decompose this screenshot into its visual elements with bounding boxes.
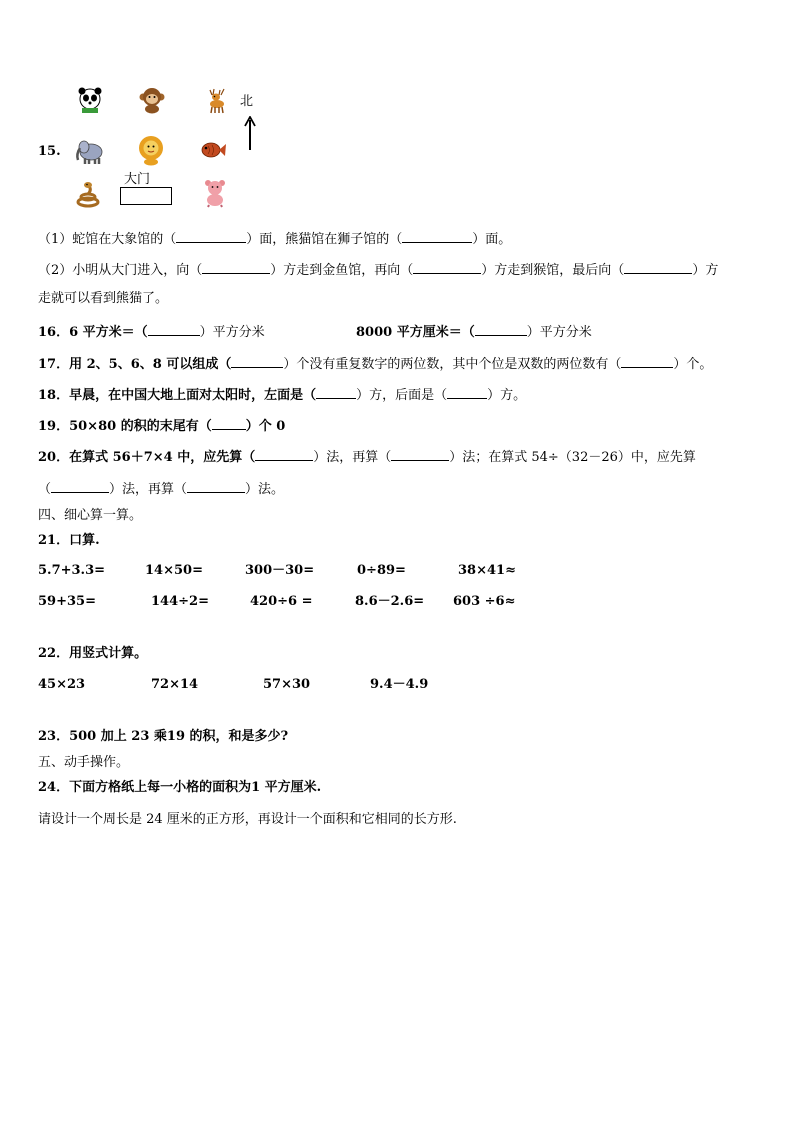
text: ）平方分米 xyxy=(526,325,592,340)
text: ）平方分米 xyxy=(199,325,265,340)
text: ）方 xyxy=(692,263,719,278)
answer-blank[interactable] xyxy=(176,230,246,243)
vertical-calc-item: 72×14 xyxy=(151,677,199,692)
oral-calc-item: 300－30= xyxy=(245,563,315,578)
vertical-calc-item: 9.4－4.9 xyxy=(370,677,429,692)
answer-blank[interactable] xyxy=(255,448,313,461)
section-heading: 四、细心算一算。 xyxy=(38,508,143,523)
text: ）法，再算（ xyxy=(109,482,188,497)
text: ）法，再算（ xyxy=(313,450,392,465)
vertical-calc-item: 57×30 xyxy=(263,677,311,692)
oral-calc-item: 8.6－2.6= xyxy=(355,594,425,609)
answer-blank[interactable] xyxy=(212,417,246,430)
q15-sub1 xyxy=(38,230,511,248)
text: ）方。 xyxy=(487,388,527,403)
panda-icon xyxy=(76,86,104,114)
q16-part2 xyxy=(356,323,592,341)
answer-blank[interactable] xyxy=(148,323,200,336)
text: 18．早晨，在中国大地上面对太阳时，左面是（ xyxy=(38,388,317,403)
answer-blank[interactable] xyxy=(187,480,245,493)
q24-title: 24．下面方格纸上每一小格的面积为1 平方厘米. xyxy=(38,780,322,795)
q16-part1 xyxy=(38,323,265,341)
text: 16．6 平方米＝（ xyxy=(38,325,148,340)
gate-label: 大门 xyxy=(124,172,151,187)
answer-blank[interactable] xyxy=(624,261,692,274)
oral-calc-item: 38×41≈ xyxy=(458,563,516,578)
answer-blank[interactable] xyxy=(402,230,472,243)
gate-box xyxy=(120,187,172,205)
text: 17．用 2、5、6、8 可以组成（ xyxy=(38,357,232,372)
oral-calc-item: 0÷89= xyxy=(357,563,406,578)
text: 8000 平方厘米＝（ xyxy=(356,325,475,340)
answer-blank[interactable] xyxy=(51,480,109,493)
text: （2）小明从大门进入，向（ xyxy=(38,263,203,278)
q15-sub2-continued: 走就可以看到熊猫了。 xyxy=(38,291,169,306)
bear-icon xyxy=(202,178,228,208)
oral-calc-item: 14×50= xyxy=(145,563,203,578)
oral-calc-item: 5.7+3.3= xyxy=(38,563,106,578)
answer-blank[interactable] xyxy=(231,355,283,368)
north-arrow-icon xyxy=(244,116,256,152)
snake-icon xyxy=(74,180,102,208)
oral-calc-item: 420÷6 = xyxy=(250,594,313,609)
text: ）方走到猴馆，最后向（ xyxy=(481,263,625,278)
oral-calc-item: 144÷2= xyxy=(151,594,209,609)
text: ）面，熊猫馆在狮子馆的（ xyxy=(246,232,403,247)
text: （ xyxy=(38,482,52,497)
elephant-icon xyxy=(74,136,106,166)
compass-north-label: 北 xyxy=(240,94,254,109)
answer-blank[interactable] xyxy=(413,261,481,274)
section-heading: 五、动手操作。 xyxy=(38,755,130,770)
text: 19．50×80 的积的末尾有（ xyxy=(38,419,212,434)
answer-blank[interactable] xyxy=(391,448,449,461)
answer-blank[interactable] xyxy=(621,355,673,368)
answer-blank[interactable] xyxy=(316,386,356,399)
q20-line1 xyxy=(38,448,696,466)
question-number: 15. xyxy=(38,144,61,159)
q18 xyxy=(38,386,526,404)
text: ）面。 xyxy=(472,232,512,247)
answer-blank[interactable] xyxy=(447,386,487,399)
text: ）个。 xyxy=(673,357,713,372)
text: 20．在算式 56＋7×4 中，应先算（ xyxy=(38,450,256,465)
oral-calc-item: 603 ÷6≈ xyxy=(453,594,516,609)
q17 xyxy=(38,355,712,373)
answer-blank[interactable] xyxy=(202,261,270,274)
text: ）个 0 xyxy=(245,419,286,434)
text: ）方，后面是（ xyxy=(356,388,448,403)
text: ）法。 xyxy=(245,482,285,497)
vertical-calc-item: 45×23 xyxy=(38,677,86,692)
text: ）法；在算式 54÷（32－26）中，应先算 xyxy=(449,450,696,465)
q21-title: 21．口算. xyxy=(38,533,100,548)
answer-blank[interactable] xyxy=(475,323,527,336)
q20-line2 xyxy=(38,480,284,498)
q15-sub2 xyxy=(38,261,718,279)
deer-icon xyxy=(202,86,230,114)
oral-calc-item: 59+35= xyxy=(38,594,96,609)
lion-icon xyxy=(136,134,166,166)
q24-body: 请设计一个周长是 24 厘米的正方形，再设计一个面积和它相同的长方形. xyxy=(38,812,457,827)
q19 xyxy=(38,417,285,435)
text: （1）蛇馆在大象馆的（ xyxy=(38,232,177,247)
monkey-icon xyxy=(138,86,166,114)
text: ）方走到金鱼馆，再向（ xyxy=(270,263,414,278)
text: ）个没有重复数字的两位数，其中个位是双数的两位数有（ xyxy=(283,357,622,372)
goldfish-icon xyxy=(198,136,228,164)
q23: 23．500 加上 23 乘19 的积，和是多少? xyxy=(38,729,289,744)
q22-title: 22．用竖式计算。 xyxy=(38,646,148,661)
